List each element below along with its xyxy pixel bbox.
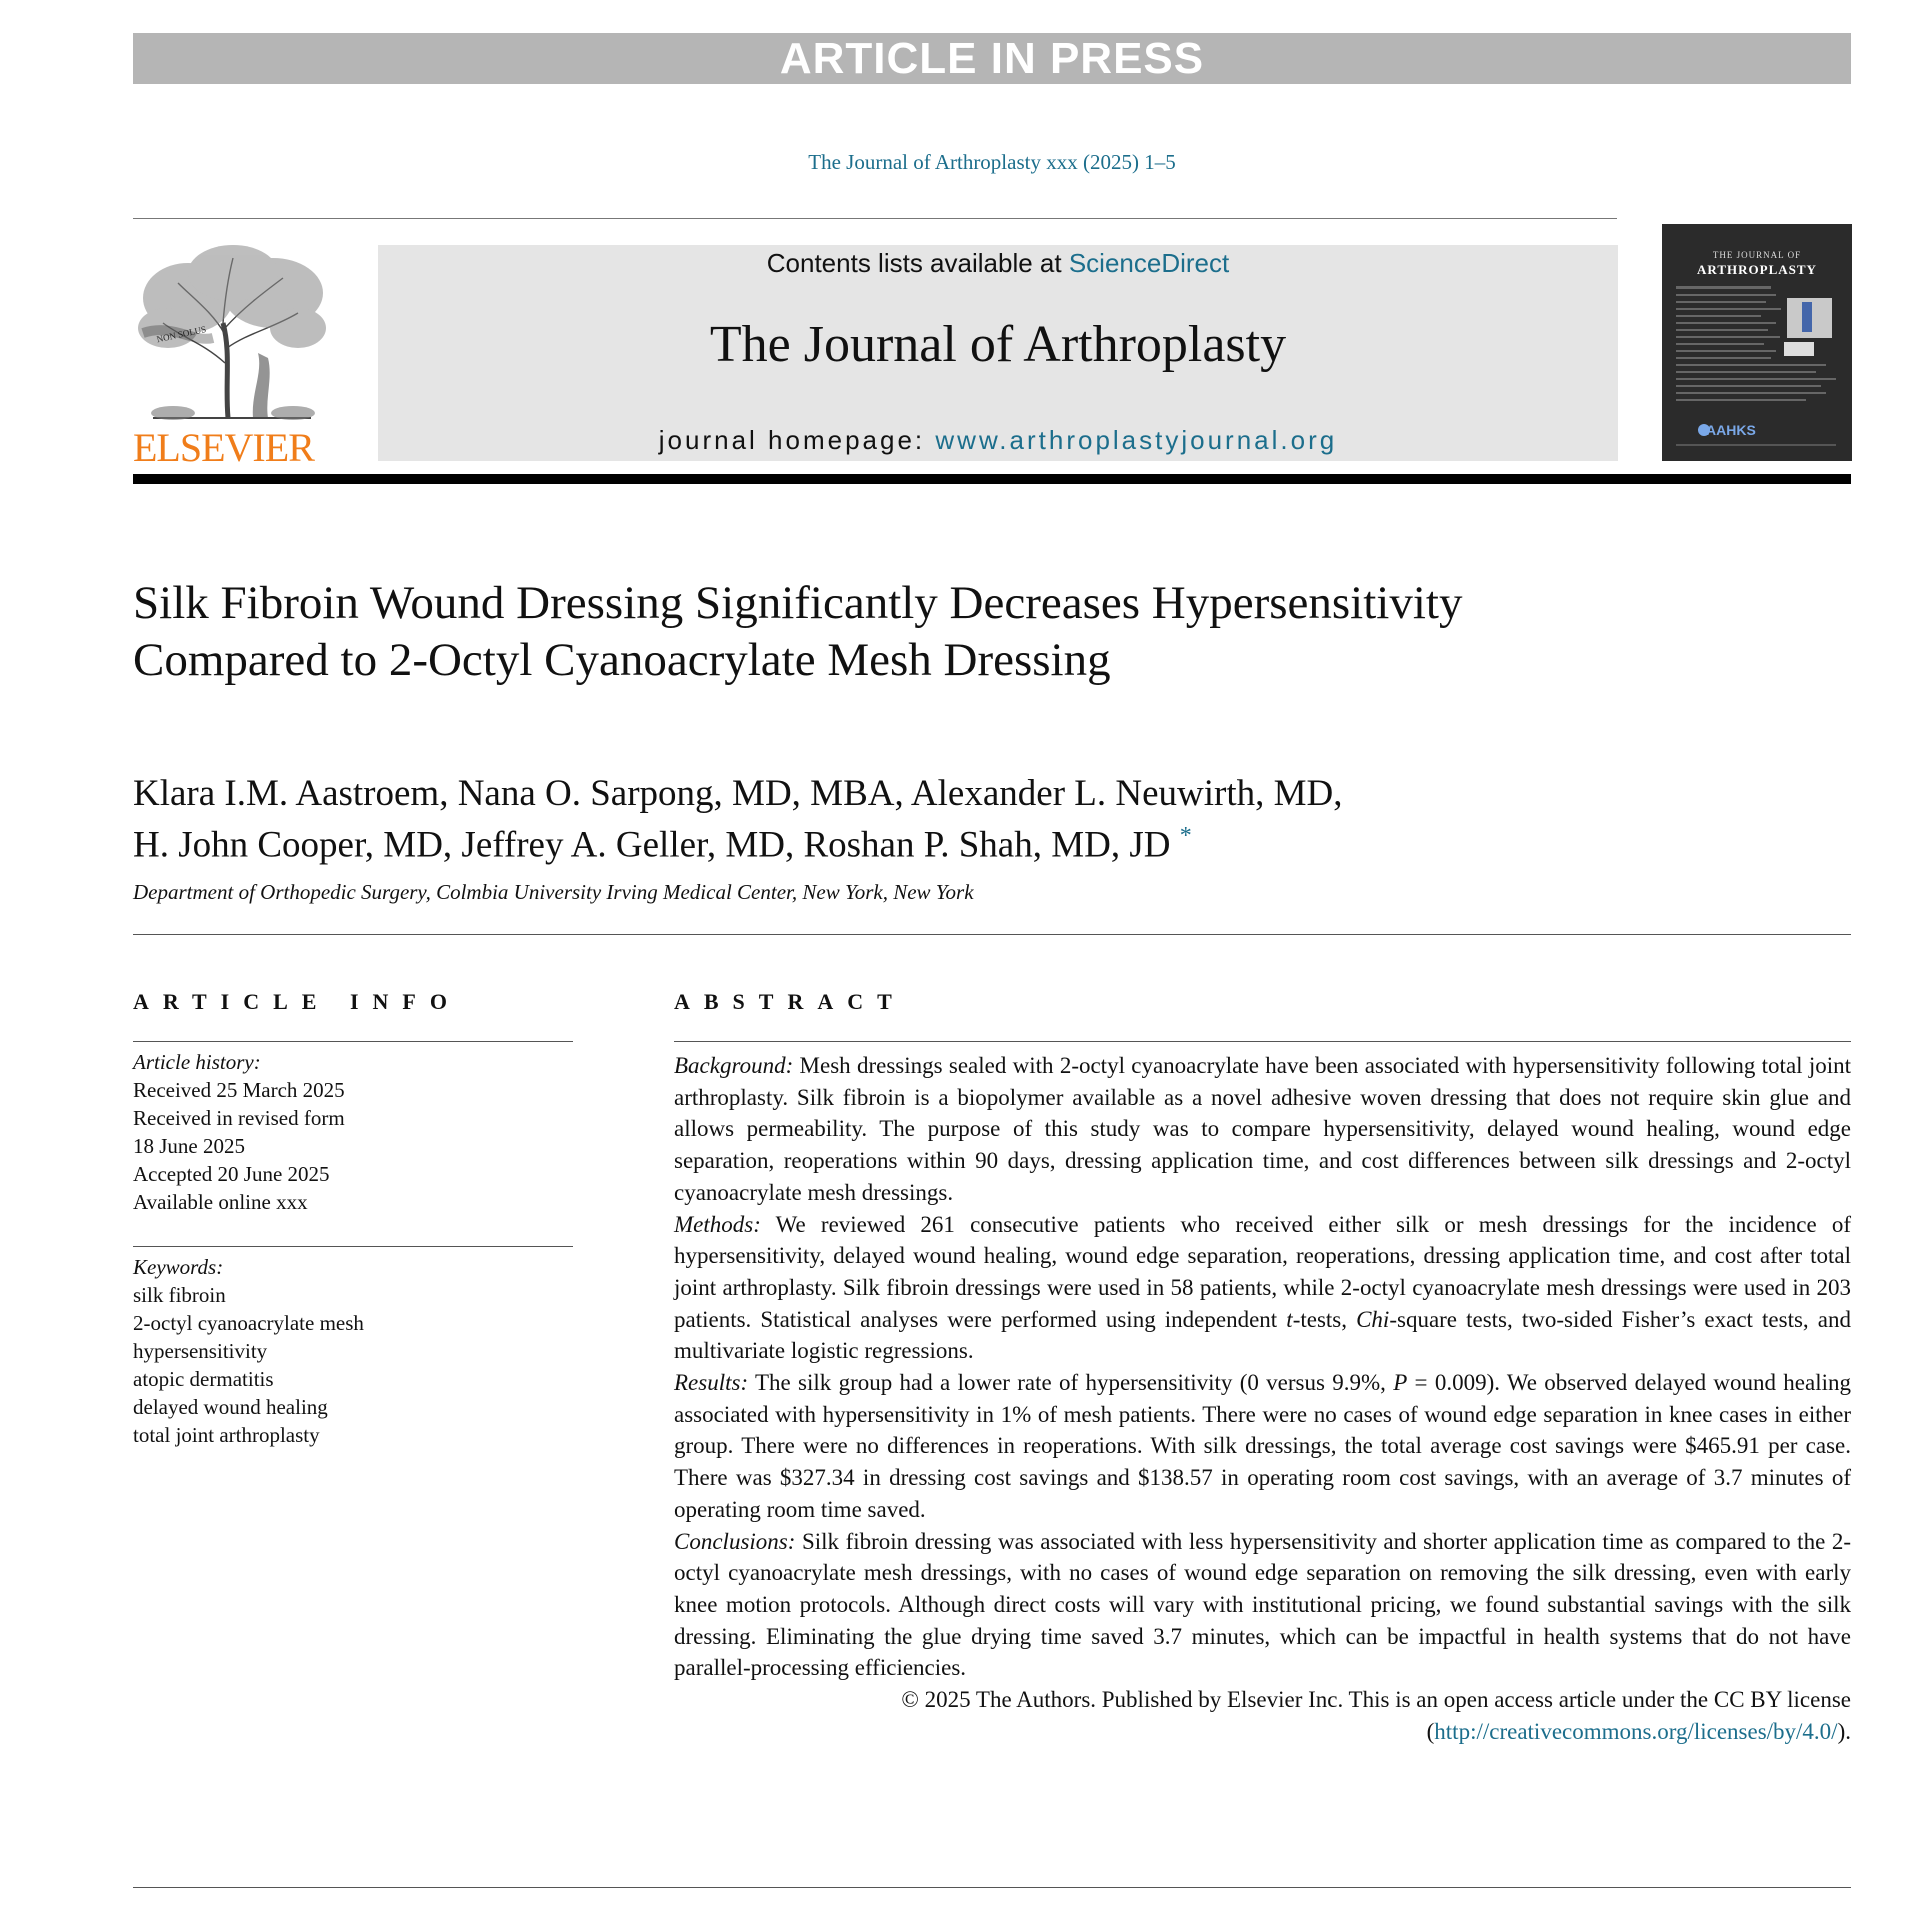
copyright-text: © 2025 The Authors. Published by Elsevier Inc. This is an open access article under the CC BY license [901, 1687, 1851, 1713]
keywords-divider [133, 1246, 573, 1247]
results-text-2: = 0.009). We observed delayed wound healing associated with hypersensitivity in 1% of mesh patients. There were no cases of wound edge separation in knee cases in either group. There were no differences in reoperations. With silk dressings, the total average cost savings were $465.91 per case. There was $327.34 in dressing cost savings and $138.57 in operating room cost savings, with an average of 3.7 minutes of operating room time saved. [674, 1370, 1851, 1522]
journal-citation[interactable]: The Journal of Arthroplasty xxx (2025) 1–5 [808, 150, 1176, 174]
abstract-divider [674, 1041, 1851, 1042]
author-affiliation: Department of Orthopedic Surgery, Colmbia University Irving Medical Center, New York, New York [133, 880, 974, 904]
cover-title: ARTHROPLASTY [1697, 262, 1817, 277]
methods-text-2: -tests, [1292, 1306, 1357, 1332]
methods-label: Methods: [674, 1211, 761, 1237]
abstract-conclusions [674, 1526, 1851, 1685]
background-text: Mesh dressings sealed with 2-octyl cyanoacrylate have been associated with hypersensitivity following total joint arthroplasty. Silk fibroin is a biopolymer available as a novel adhesive woven dressing that does not require skin glue and allows permeability. The purpose of this study was to compare hypersensitivity, delayed wound healing, wound edge separation, reoperations within 90 days, dressing application time, and cost differences between silk dressings and 2-octyl cyanoacrylate mesh dressings. [674, 1053, 1852, 1205]
license-close: ). [1837, 1718, 1851, 1744]
corresponding-author-link[interactable]: * [1179, 823, 1192, 849]
article-title: Silk Fibroin Wound Dressing Significantly Decreases Hypersensitivity Compared to 2-Octyl Cyanoacrylate Mesh Dressing [133, 577, 1463, 686]
article-in-press-banner: ARTICLE IN PRESS [133, 33, 1851, 84]
keyword-item: silk fibroin [133, 1283, 226, 1307]
keyword-item: delayed wound healing [133, 1395, 328, 1419]
copyright-notice [674, 1684, 1851, 1747]
sciencedirect-link[interactable]: ScienceDirect [1068, 248, 1230, 278]
elsevier-wordmark[interactable]: ELSEVIER [133, 425, 314, 470]
abstract-heading: ABSTRACT [674, 989, 906, 1014]
contents-line [378, 248, 1618, 278]
keyword-item: atopic dermatitis [133, 1367, 274, 1391]
results-text-1: The silk group had a lower rate of hypersensitivity (0 versus 9.9%, [755, 1370, 1394, 1396]
results-p-italic: P [1393, 1370, 1408, 1396]
methods-text-3: -square tests, two-sided Fisher’s exact tests, and multivariate logistic regressions. [674, 1306, 1851, 1364]
background-label: Background: [674, 1053, 794, 1078]
article-info-heading: ARTICLE INFO [133, 989, 461, 1014]
article-info-divider [133, 1041, 573, 1042]
methods-t-italic: t [1286, 1306, 1293, 1332]
conclusions-text: Silk fibroin dressing was associated with less hypersensitivity and shorter application time as compared to the 2-octyl cyanoacrylate mesh dressings, with no cases of wound edge separation on removing the silk dressing, even with early knee motion protocols. Although direct costs will vary with institutional pricing, we found substantial savings with the silk dressing. Eliminating the glue drying time saved 3.7 minutes, which can be impactful in health systems that do not have parallel-processing efficiencies. [674, 1528, 1851, 1681]
homepage-link[interactable]: www.arthroplastyjournal.org [935, 425, 1338, 455]
keywords-list [133, 1253, 573, 1449]
methods-chi-italic: Chi [1356, 1306, 1390, 1332]
authors-line-2-text: H. John Cooper, MD, Jeffrey A. Geller, MD, Roshan P. Shah, MD, JD [133, 824, 1171, 866]
abstract-results [674, 1367, 1851, 1526]
contents-prefix: Contents lists available at [766, 248, 1062, 278]
author-list [133, 772, 1533, 866]
history-item: Received in revised form [133, 1106, 345, 1130]
journal-header-box [378, 245, 1618, 461]
keyword-item: hypersensitivity [133, 1339, 268, 1363]
methods-text-1: We reviewed 261 consecutive patients who received either silk or mesh dressings for the incidence of hypersensitivity, delayed wound healing, wound edge separation, reoperations, dressing application time, and cost after total joint arthroplasty. Silk fibroin dressings were used in 58 patients, while 2-octyl cyanoacrylate mesh dressings were used in 203 patients. Statistical analyses were performed using independent [674, 1211, 1851, 1332]
homepage-prefix: journal homepage: [658, 425, 926, 455]
section-divider [133, 934, 1851, 935]
authors-line-1: Klara I.M. Aastroem, Nana O. Sarpong, MD, MBA, Alexander L. Neuwirth, MD, [133, 773, 1343, 814]
history-item: Accepted 20 June 2025 [133, 1162, 330, 1186]
bottom-divider [133, 1887, 1851, 1888]
header-thick-divider [133, 474, 1851, 484]
cover-contents-graphic-icon [1662, 224, 1852, 461]
history-item: Received 25 March 2025 [133, 1078, 345, 1102]
cover-society-name: AAHKS [1706, 422, 1756, 438]
abstract-methods [674, 1209, 1851, 1368]
history-item: 18 June 2025 [133, 1134, 245, 1158]
article-history-label: Article history: [133, 1050, 261, 1074]
top-divider [133, 218, 1617, 219]
journal-name: The Journal of Arthroplasty [709, 316, 1287, 373]
cover-small-title: THE JOURNAL OF [1712, 250, 1802, 260]
journal-cover-thumbnail[interactable] [1662, 224, 1852, 461]
license-link[interactable]: http://creativecommons.org/licenses/by/4.0/ [1434, 1718, 1838, 1744]
logo-motto: NON SOLUS [155, 324, 207, 345]
conclusions-label: Conclusions: [674, 1528, 796, 1554]
homepage-line [378, 425, 1618, 456]
authors-line-2 [133, 815, 1533, 866]
keyword-item: total joint arthroplasty [133, 1423, 320, 1447]
keywords-label: Keywords: [133, 1255, 224, 1279]
license-open: ( [1426, 1718, 1435, 1744]
article-history [133, 1048, 573, 1216]
results-label: Results: [674, 1370, 749, 1396]
abstract-body [674, 1050, 1851, 1747]
history-item: Available online xxx [133, 1190, 308, 1214]
keyword-item: 2-octyl cyanoacrylate mesh [133, 1311, 364, 1335]
abstract-background [674, 1050, 1851, 1209]
